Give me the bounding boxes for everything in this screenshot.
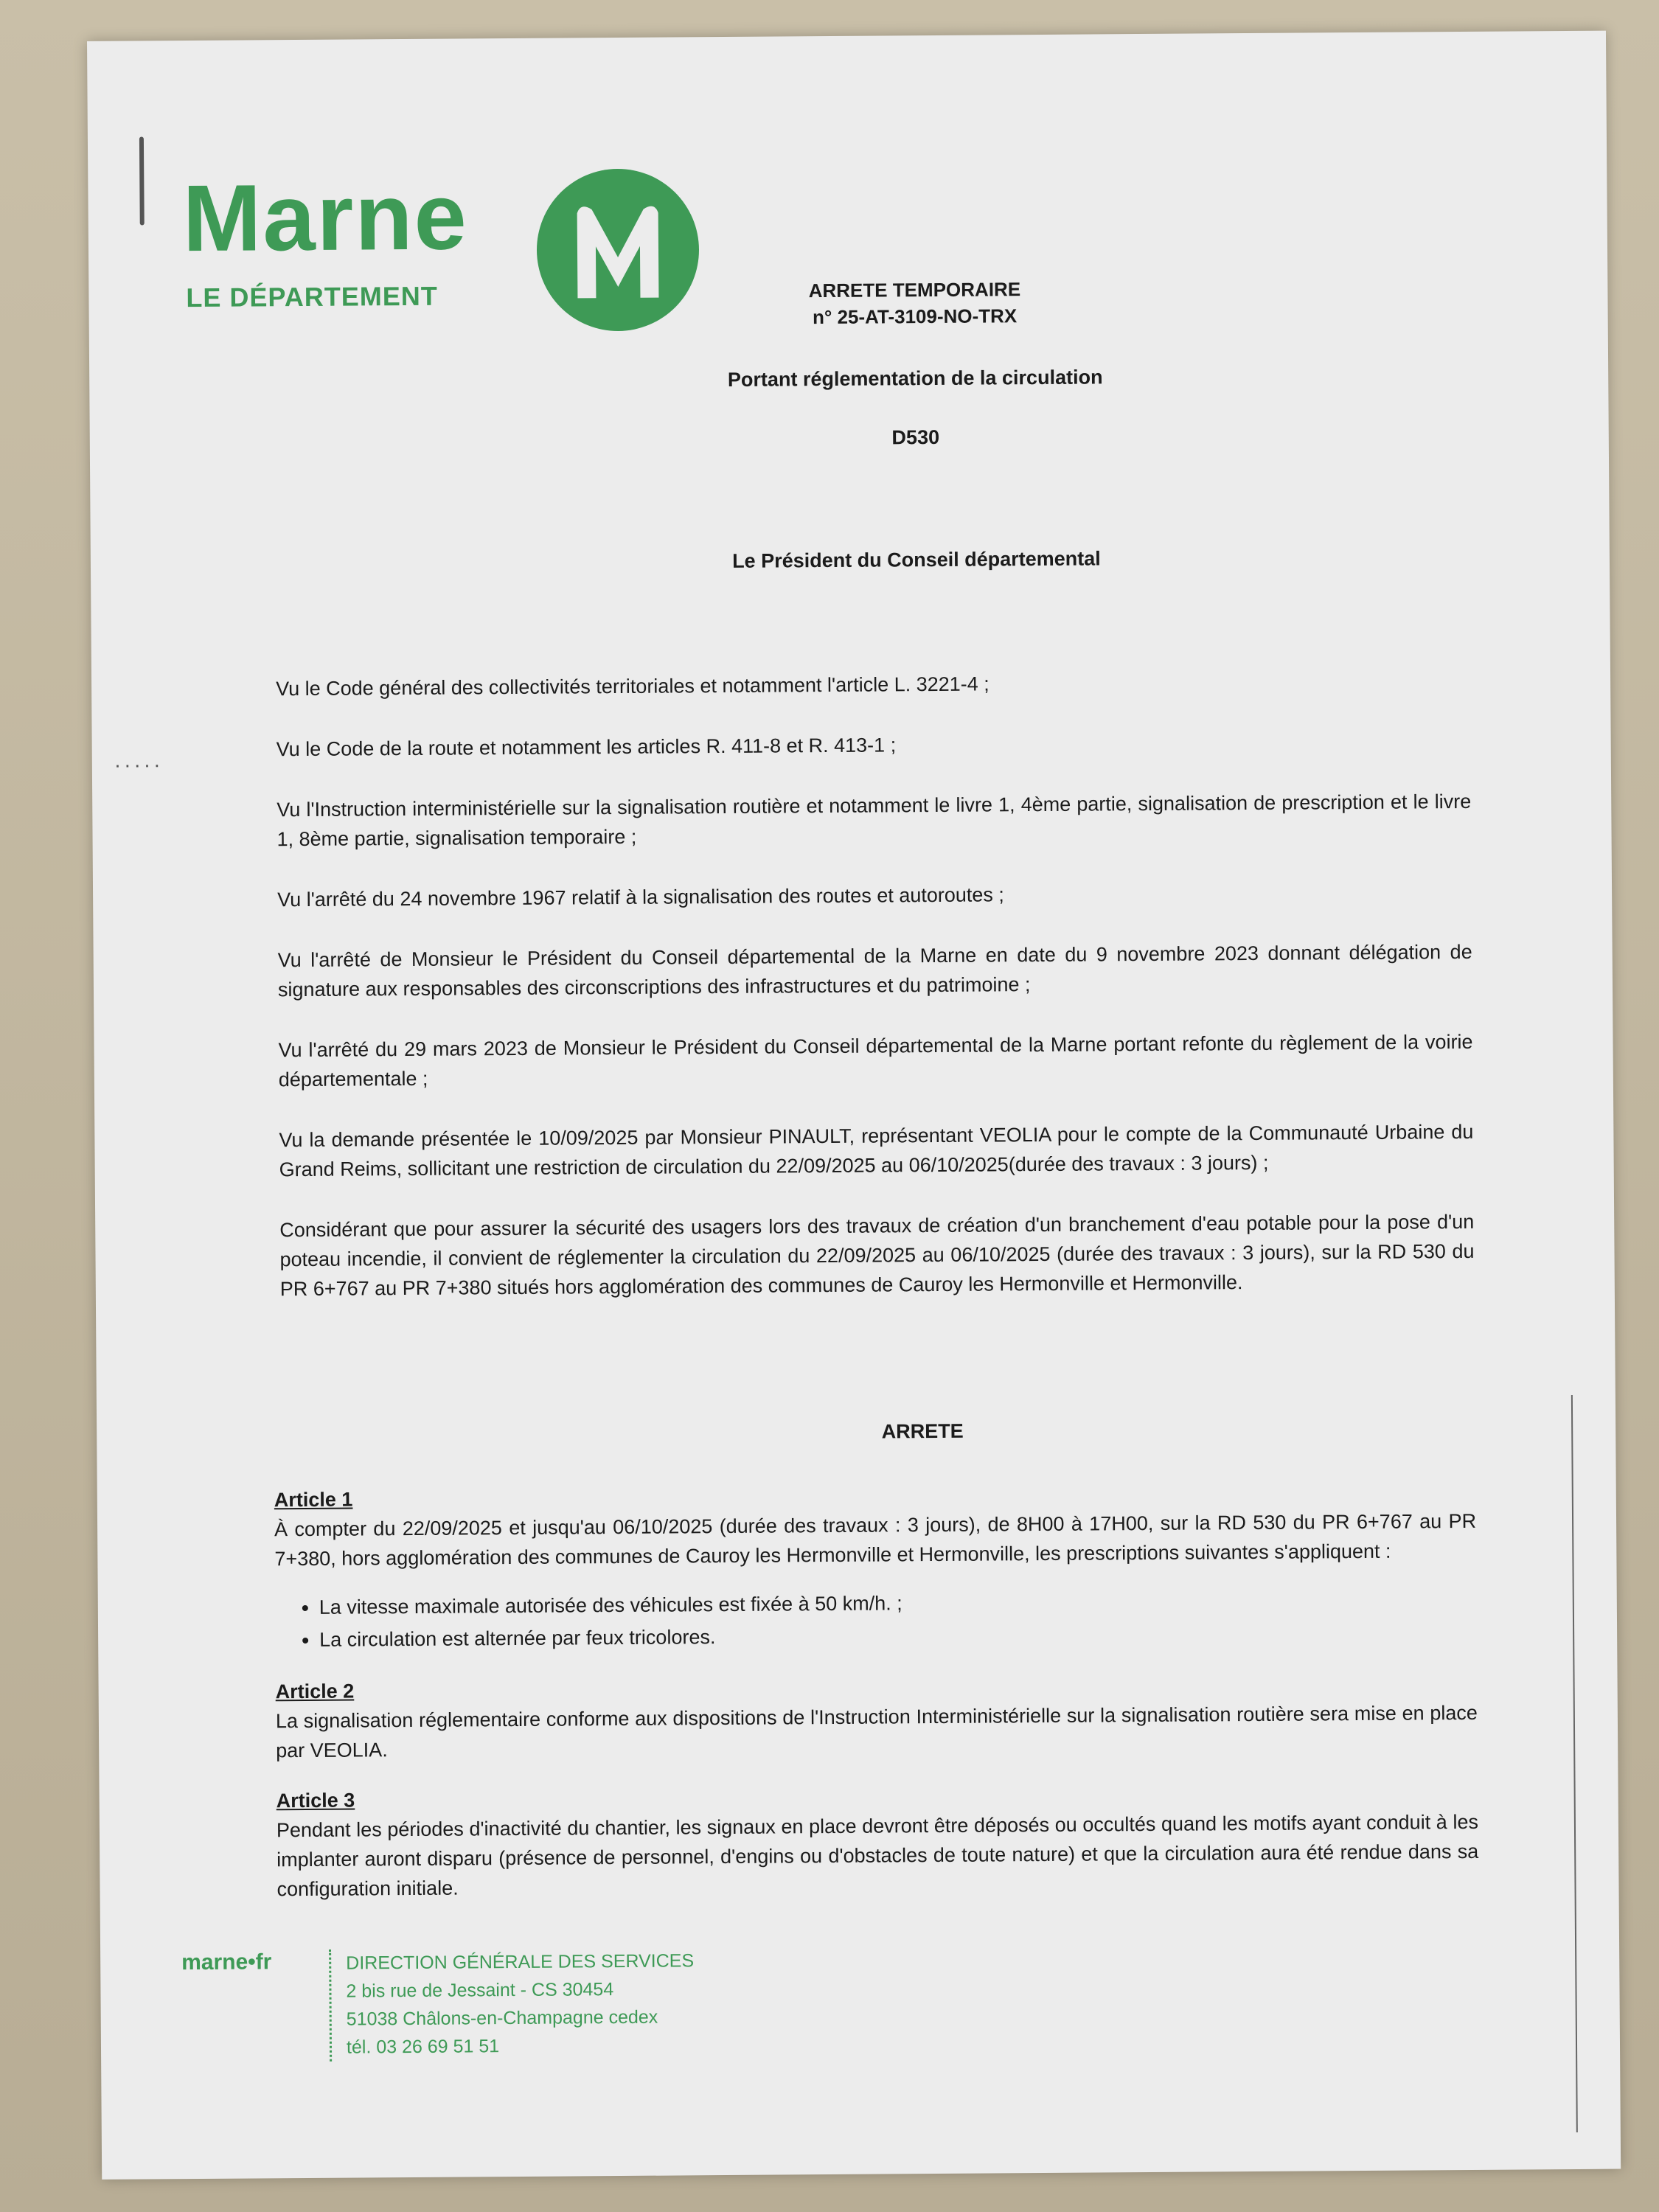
footer — [181, 1947, 771, 2058]
consideration-paragraph: Vu l'Instruction interministérielle sur la signalisation routière et notamment le livre 1, 4ème partie, signalisation de prescription et le livre 1, 8ème partie, signalisation temporaire ; — [276, 790, 1472, 851]
consideration-paragraph: Vu l'arrêté du 29 mars 2023 de Monsieur le Président du Conseil départemental de la Marne portant refonte du règlement de la voirie départementale ; — [278, 1030, 1473, 1091]
article-bullets — [275, 1585, 1478, 1655]
staple — [139, 136, 145, 225]
consideration-paragraph: Vu l'arrêté de Monsieur le Président du Conseil départemental de la Marne en date du 9 novembre 2023 donnant délégation de signature aux responsables des circonscriptions des infrastructures et du patrimoine ; — [277, 940, 1472, 1001]
footer-line: 2 bis rue de Jessaint - CS 30454 — [346, 1979, 614, 2002]
logo-wordmark: Marne — [182, 164, 469, 272]
consideration-paragraph: Vu le Code de la route et notamment les articles R. 411-8 et R. 413-1 ; — [276, 734, 897, 761]
consideration-paragraph: Considérant que pour assurer la sécurité des usagers lors des travaux de création d'un branchement d'eau potable pour la pose d'un poteau incendie, il convient de réglementer la circulation du 22/09/2025 au 06/10/2025 (durée des travaux : 3 jours), sur la RD 530 du PR 6+767 au PR 7+380 situés hors agglomération des communes de Cauroy les Hermonville et Hermonville. — [279, 1210, 1475, 1301]
article-text: Pendant les périodes d'inactivité du chantier, les signaux en place devront être déposés ou occultés quand les motifs ayant conduit à les implanter auront disparu (présence de personnel, d'engins ou d'obstacles de toute nature) et que la circulation aura été rendue dans sa configuration initiale. — [276, 1810, 1479, 1901]
footer-address — [329, 1947, 695, 2061]
articles-section — [274, 1477, 1479, 1924]
margin-dots: ····· — [114, 753, 164, 776]
decree-heading: ARRETE — [881, 1419, 964, 1443]
footer-line: DIRECTION GÉNÉRALE DES SERVICES — [346, 1950, 695, 1974]
article-text: La signalisation réglementaire conforme aux dispositions de l'Instruction Interministérielle sur la signalisation routière sera mise en place par VEOLIA. — [275, 1701, 1478, 1762]
article-2 — [275, 1669, 1478, 1765]
margin-line — [1571, 1395, 1578, 2132]
footer-website: marne•fr — [181, 1950, 272, 1975]
issuing-authority: Le Président du Conseil départemental — [732, 547, 1101, 572]
bullet-item: • La circulation est alternée par feux tricolores. — [319, 1617, 1477, 1655]
bullet-item: • La vitesse maximale autorisée des véhicules est fixée à 50 km/h. ; — [319, 1585, 1477, 1622]
footer-line: 51038 Châlons-en-Champagne cedex — [346, 2006, 658, 2030]
article-title: Article 2 — [275, 1680, 355, 1703]
article-3 — [276, 1778, 1479, 1904]
article-text: À compter du 22/09/2025 et jusqu'au 06/10/2025 (durée des travaux : 3 jours), de 8H00 à 17H00, sur la RD 530 du PR 6+767 au PR 7+380, hors agglomération des communes de Cauroy les Hermonville et Hermonville, les prescriptions suivantes s'appliquent : — [274, 1509, 1477, 1571]
footer-line: tél. 03 26 69 51 51 — [346, 2036, 500, 2058]
document-type: ARRETE TEMPORAIRE — [808, 278, 1021, 302]
document-page — [87, 31, 1621, 2180]
logo-subtitle: LE DÉPARTEMENT — [186, 280, 438, 313]
document-subject: Portant réglementation de la circulation — [727, 366, 1103, 391]
article-title: Article 1 — [274, 1488, 353, 1512]
consideration-paragraph: Vu la demande présentée le 10/09/2025 par Monsieur PINAULT, représentant VEOLIA pour le compte de la Communauté Urbaine du Grand Reims, sollicitant une restriction de circulation du 22/09/2025 au 06/10/2025(durée des travaux : 3 jours) ; — [279, 1120, 1474, 1181]
considerations-section — [276, 666, 1475, 1335]
article-title: Article 3 — [276, 1789, 355, 1812]
road-reference: D530 — [891, 425, 940, 449]
document-number: n° 25-AT-3109-NO-TRX — [812, 305, 1018, 329]
consideration-paragraph: Vu l'arrêté du 24 novembre 1967 relatif à la signalisation des routes et autoroutes ; — [277, 883, 1004, 911]
consideration-paragraph: Vu le Code général des collectivités territoriales et notamment l'article L. 3221-4 ; — [276, 672, 990, 700]
article-1 — [274, 1477, 1478, 1655]
